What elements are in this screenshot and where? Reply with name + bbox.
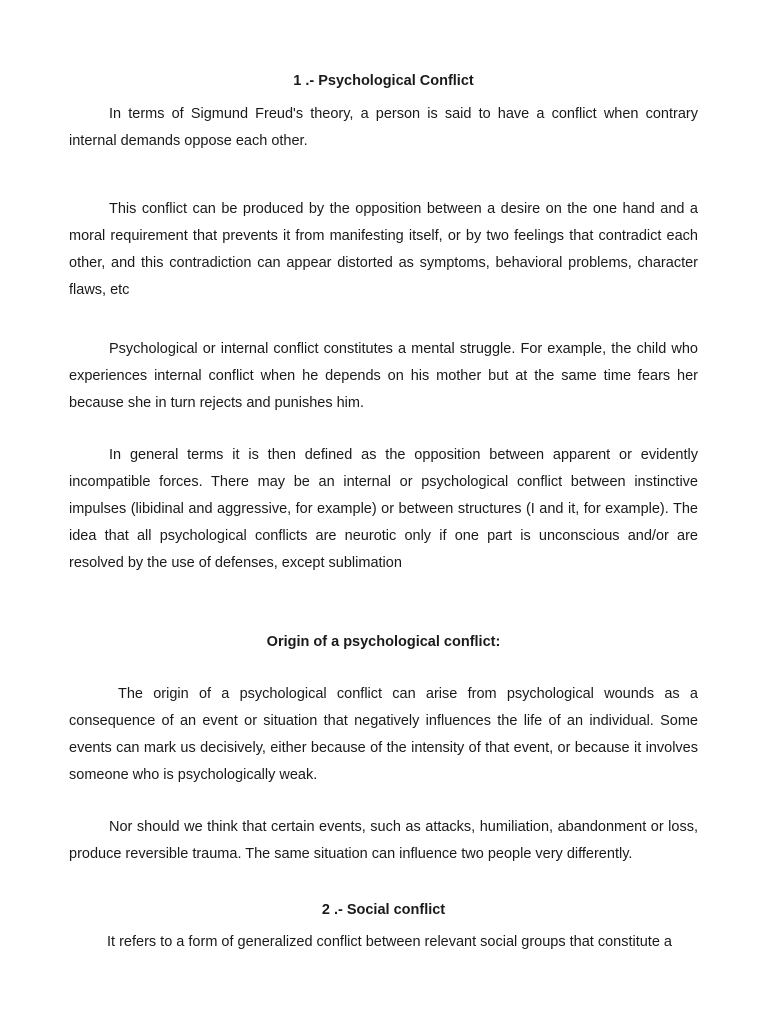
paragraph-general-definition: In general terms it is then defined as the opposition between apparent or evidently incompatible forces. There may be an internal or psychological conflict between instinctive impulses (libidinal and aggressive, for example) or between structures (I and it, for example). The idea that all psychological conflicts are neurotic only if one part is unconscious and/or are resolved by the use of defenses, except sublimation bbox=[69, 447, 698, 571]
section-heading-social-conflict: 2 .- Social conflict bbox=[321, 902, 446, 918]
paragraph-freud-theory: In terms of Sigmund Freud's theory, a person is said to have a conflict when contrary internal demands oppose each other. bbox=[69, 106, 698, 149]
paragraph-conflict-production: This conflict can be produced by the opposition between a desire on the one hand and a moral requirement that prevents it from manifesting itself, or by two feelings that contradict each other, and this contradiction can appear distorted as symptoms, behavioral problems, character flaws, etc bbox=[69, 201, 698, 298]
paragraph-origin-wounds: The origin of a psychological conflict can arise from psychological wounds as a consequence of an event or situation that negatively influences the life of an individual. Some events can mark us decisively, either because of the intensity of that event, or because it involves someone who is psychologically weak. bbox=[69, 686, 698, 783]
paragraph-reversible-trauma: Nor should we think that certain events, such as attacks, humiliation, abandonment or loss, produce reversible trauma. The same situation can influence two people very differently. bbox=[69, 819, 698, 862]
subheading-origin: Origin of a psychological conflict: bbox=[266, 634, 501, 650]
section-heading-psychological-conflict: 1 .- Psychological Conflict bbox=[293, 73, 474, 89]
paragraph-social-conflict: It refers to a form of generalized conflict between relevant social groups that constitute a bbox=[107, 934, 672, 950]
paragraph-mental-struggle: Psychological or internal conflict constitutes a mental struggle. For example, the child who experiences internal conflict when he depends on his mother but at the same time fears her because she in turn rejects and punishes him. bbox=[69, 341, 698, 411]
